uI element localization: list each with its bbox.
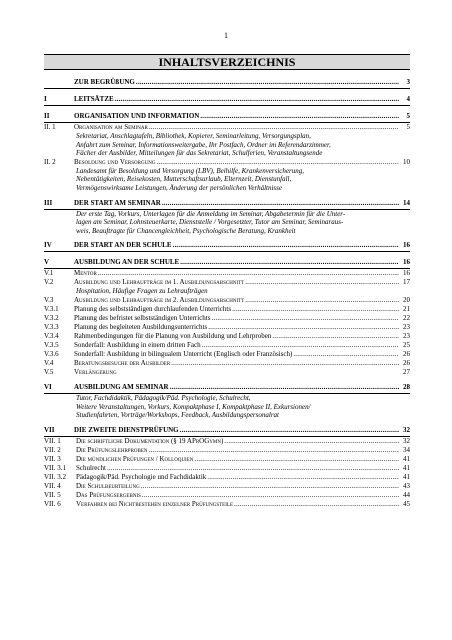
- toc-entry[interactable]: [44, 383, 410, 394]
- toc-entry-page: 14: [403, 198, 410, 207]
- toc-entry-label: Planung des selbstständigen durchlaufenden Unterrichts: [74, 304, 232, 313]
- dot-leader: [173, 241, 399, 250]
- dot-leader: [272, 332, 399, 341]
- toc-entry-number: V.3: [44, 295, 54, 304]
- toc-entry-number: VII: [44, 425, 55, 434]
- toc-entry-page: 21: [403, 304, 410, 313]
- toc-description-line: lagen am Seminar, Lohnsteuerkarte, Dienststelle / Vorgesetzter, Tutor am Seminar, Seminaraus-: [76, 218, 344, 227]
- toc-entry-number: V.3.4: [44, 331, 59, 340]
- toc-entry-label: Die Prüfungslehrproben: [76, 445, 148, 454]
- toc-entry-label: Die mündlichen Prüfungen / Kolloquien: [76, 454, 194, 463]
- toc-entry-label: DER START AN DER SCHULE: [74, 241, 172, 250]
- toc-entry-label: Verlängerung: [74, 367, 117, 376]
- toc-entry[interactable]: [44, 446, 410, 455]
- toc-entry-label: DIE ZWEITE DIENSTPRÜFUNG: [74, 425, 179, 434]
- toc-entry[interactable]: [44, 368, 410, 377]
- dot-leader: [149, 123, 399, 132]
- toc-entry-page: 3: [406, 78, 410, 86]
- toc-entry-page: 27: [403, 367, 410, 376]
- toc-entry[interactable]: [44, 500, 410, 509]
- toc-entry-number: VII. 3.2: [44, 472, 66, 481]
- toc-entry[interactable]: [44, 199, 410, 210]
- toc-entry[interactable]: [44, 464, 410, 473]
- toc-entry[interactable]: [44, 455, 410, 464]
- toc-description: [44, 394, 410, 420]
- toc-entry-page: 17: [403, 278, 410, 287]
- toc-description-line: Hospitation, Häufige Fragen zu Lehraufträgen: [76, 287, 208, 296]
- toc-entry-number: II. 2: [44, 157, 56, 166]
- toc-entry[interactable]: [44, 323, 410, 332]
- toc-entry[interactable]: [44, 112, 410, 123]
- toc-entry[interactable]: [44, 482, 410, 491]
- table-of-contents: [44, 78, 410, 509]
- toc-entry[interactable]: [44, 241, 410, 252]
- toc-entry[interactable]: [44, 491, 410, 500]
- toc-entry-label: Sonderfall: Ausbildung in einem dritten Fach: [74, 340, 201, 349]
- page-title: INHALTSVERZEICHNIS: [44, 54, 410, 70]
- toc-entry-label: Planung des begleiteten Ausbildungsunterrichts: [74, 322, 208, 331]
- dot-leader: [200, 112, 399, 121]
- toc-entry-page: 32: [403, 425, 410, 434]
- toc-entry-label: Ausbildung und Lehraufträge im 1. Ausbildungsabschnitt: [74, 278, 245, 287]
- dot-leader: [224, 437, 399, 446]
- toc-entry-number: VII. 6: [44, 499, 61, 508]
- toc-entry[interactable]: [44, 95, 410, 106]
- toc-entry-label: AUSBILDUNG AM SEMINAR: [74, 382, 169, 391]
- toc-entry-label: AUSBILDUNG AN DER SCHULE: [74, 258, 180, 267]
- toc-entry-number: V.2: [44, 278, 54, 287]
- dot-leader: [232, 305, 399, 314]
- dot-leader: [180, 426, 399, 435]
- toc-entry-page: 22: [403, 313, 410, 322]
- toc-entry-label: Ausbildung und Lehraufträge im 2. Ausbildungsabschnitt: [74, 295, 245, 304]
- dot-leader: [149, 446, 399, 455]
- toc-entry-number: VII. 3.1: [44, 463, 66, 472]
- toc-description-line: Anfahrt zum Seminar, Informationsweitergabe, Ihr Postfach, Ordner im Referendarzimmer,: [76, 140, 331, 149]
- toc-entry-label: LEITSÄTZE: [74, 95, 114, 103]
- dot-leader: [211, 314, 399, 323]
- dot-leader: [234, 500, 399, 509]
- toc-entry-number: V.3.5: [44, 340, 59, 349]
- toc-entry[interactable]: [44, 258, 410, 269]
- toc-entry-label: Beratungsbesuche der Ausbilder: [74, 358, 171, 367]
- toc-description-line: Tutor, Fachdidaktik, Pädagogik/Päd. Psychologie, Schulrecht,: [76, 393, 251, 402]
- toc-entry[interactable]: [44, 359, 410, 368]
- dot-leader: [207, 473, 399, 482]
- dot-leader: [98, 269, 399, 278]
- dot-leader: [136, 78, 399, 87]
- toc-description-line: Studienfahrten, Vorträge/Workshops, Feedback, Ausbildungspersonalrat: [76, 411, 279, 420]
- toc-entry-number: V.3.3: [44, 322, 59, 331]
- dot-leader: [245, 278, 399, 287]
- toc-entry-page: 26: [403, 349, 410, 358]
- toc-description-line: Fächer der Ausbilder, Mitteilungen für das Sekretariat, Schulferien, Veranstaltungsende: [76, 149, 323, 158]
- toc-entry-number: VI: [44, 382, 52, 391]
- toc-entry-page: 20: [403, 295, 410, 304]
- dot-leader: [245, 296, 399, 305]
- toc-description: [44, 167, 410, 193]
- toc-description-line: Weitere Veranstaltungen, Vorkurs, Kompaktphase I, Kompaktphase II, Exkursionen/: [76, 402, 311, 411]
- toc-entry-number: IV: [44, 241, 52, 250]
- toc-entry-number: V.5: [44, 367, 54, 376]
- toc-entry-label: Verfahren bei Nichtbestehen einzelner Prüfungsteile: [76, 499, 234, 508]
- toc-entry-number: VII. 1: [44, 436, 61, 445]
- toc-description-line: Der erste Tag, Vorkurs, Unterlagen für die Anmeldung im Seminar, Abgabetermin für die Unter-: [76, 209, 346, 218]
- dot-leader: [156, 158, 399, 167]
- toc-entry-label: Rahmenbedingungen für die Planung von Ausbildung und Lehrproben: [74, 331, 272, 340]
- toc-entry-page: 43: [403, 481, 410, 490]
- toc-description-line: Nebentätigkeiten, Reisekosten, Mutterschaftsurlaub, Elternzeit, Dienstunfall,: [76, 175, 292, 184]
- toc-entry-page: 41: [403, 463, 410, 472]
- toc-entry[interactable]: [44, 350, 410, 359]
- toc-entry-page: 5: [406, 123, 410, 131]
- toc-entry-number: VII. 5: [44, 490, 61, 499]
- toc-description: [44, 132, 410, 158]
- dot-leader: [293, 350, 399, 359]
- dot-leader: [115, 95, 399, 104]
- toc-entry-label: Besoldung und Versorgung: [74, 157, 156, 166]
- toc-entry-page: 23: [403, 331, 410, 340]
- toc-entry[interactable]: [44, 332, 410, 341]
- toc-entry-label: Planung des befristet selbstständigen Unterrichts: [74, 313, 211, 322]
- page-number: 1: [224, 31, 228, 40]
- toc-entry[interactable]: [44, 158, 410, 167]
- toc-entry-page: 32: [403, 436, 410, 445]
- toc-entry-number: V.4: [44, 358, 54, 367]
- toc-entry-page: 16: [403, 241, 410, 250]
- toc-entry-number: VII. 4: [44, 481, 61, 490]
- toc-description: [44, 287, 410, 296]
- toc-entry-number: II: [44, 112, 50, 120]
- toc-entry[interactable]: [44, 473, 410, 482]
- dot-leader: [171, 359, 399, 368]
- toc-entry-number: I: [44, 95, 47, 103]
- toc-entry-page: 16: [403, 258, 410, 267]
- toc-entry[interactable]: [44, 123, 410, 132]
- toc-entry-page: 41: [403, 454, 410, 463]
- toc-entry-label: Die Schulbeurteilung: [76, 481, 140, 490]
- toc-entry-number: VII. 2: [44, 445, 61, 454]
- toc-entry[interactable]: [44, 437, 410, 446]
- toc-entry-page: 23: [403, 322, 410, 331]
- toc-description-line: weis, Beauftragte für Chancengleichheit, Psychologische Beratung, Krankheit: [76, 226, 296, 235]
- dot-leader: [202, 341, 399, 350]
- toc-entry-label: Mentor: [74, 269, 97, 278]
- toc-entry-label: Sonderfall: Ausbildung in bilingualem Unterricht (Englisch oder Französisch): [74, 349, 293, 358]
- toc-description-line: Sekretariat, Anschlagtafeln, Bibliothek, Kopierer, Seminarleitung, Versorgungsplan,: [76, 132, 311, 140]
- toc-entry[interactable]: [44, 278, 410, 287]
- toc-entry-label: DER START AM SEMINAR: [74, 198, 161, 207]
- toc-entry-number: V.3.6: [44, 349, 59, 358]
- toc-description-line: Landesamt für Besoldung und Versorgung (LBV), Beihilfe, Krankenversicherung,: [76, 166, 304, 175]
- toc-entry-number: VII. 3: [44, 454, 61, 463]
- toc-entry-number: V.3.1: [44, 304, 59, 313]
- toc-entry-number: V.3.2: [44, 313, 59, 322]
- toc-entry[interactable]: [44, 314, 410, 323]
- toc-entry-number: V: [44, 258, 50, 267]
- toc-entry-page: 25: [403, 340, 410, 349]
- toc-description-line: Vermögenswirksame Leistungen, Änderung der persönlichen Verhältnisse: [76, 183, 282, 192]
- toc-entry[interactable]: [44, 78, 410, 89]
- dot-leader: [162, 199, 399, 208]
- dot-leader: [194, 455, 399, 464]
- toc-description: [44, 210, 410, 236]
- toc-entry-page: 10: [403, 157, 410, 166]
- toc-entry-page: 26: [403, 358, 410, 367]
- toc-entry[interactable]: [44, 296, 410, 305]
- toc-entry-number: III: [44, 198, 53, 207]
- toc-entry-page: 41: [403, 472, 410, 481]
- dot-leader: [208, 323, 399, 332]
- dot-leader: [141, 482, 399, 491]
- toc-entry-page: 4: [406, 95, 410, 103]
- toc-entry-label: ZUR BEGRÜßUNG: [74, 78, 135, 86]
- toc-entry-label: Pädagogik/Päd. Psychologie und Fachdidaktik: [76, 472, 207, 481]
- toc-entry-page: 16: [403, 269, 410, 278]
- toc-entry-number: II. 1: [44, 123, 56, 131]
- toc-entry-page: 45: [403, 499, 410, 508]
- toc-entry-label: Schulrecht: [76, 463, 106, 472]
- dot-leader: [142, 491, 399, 500]
- dot-leader: [170, 383, 399, 392]
- toc-entry-label: Organisation am Seminar: [74, 123, 148, 131]
- toc-entry-page: 44: [403, 490, 410, 499]
- toc-entry-number: V.1: [44, 269, 54, 278]
- dot-leader: [107, 464, 399, 473]
- toc-entry-page: 28: [403, 382, 410, 391]
- toc-entry[interactable]: [44, 426, 410, 437]
- toc-entry-label: Die schriftliche Dokumentation (§ 19 APrOGymn): [76, 436, 224, 445]
- toc-entry[interactable]: [44, 341, 410, 350]
- toc-entry-label: ORGANISATION UND INFORMATION: [74, 112, 200, 120]
- toc-entry-page: 5: [406, 112, 410, 120]
- toc-entry-label: Das Prüfungsergebnis: [76, 490, 141, 499]
- toc-entry[interactable]: [44, 305, 410, 314]
- toc-entry-page: 34: [403, 445, 410, 454]
- dot-leader: [180, 258, 399, 267]
- toc-entry[interactable]: [44, 269, 410, 278]
